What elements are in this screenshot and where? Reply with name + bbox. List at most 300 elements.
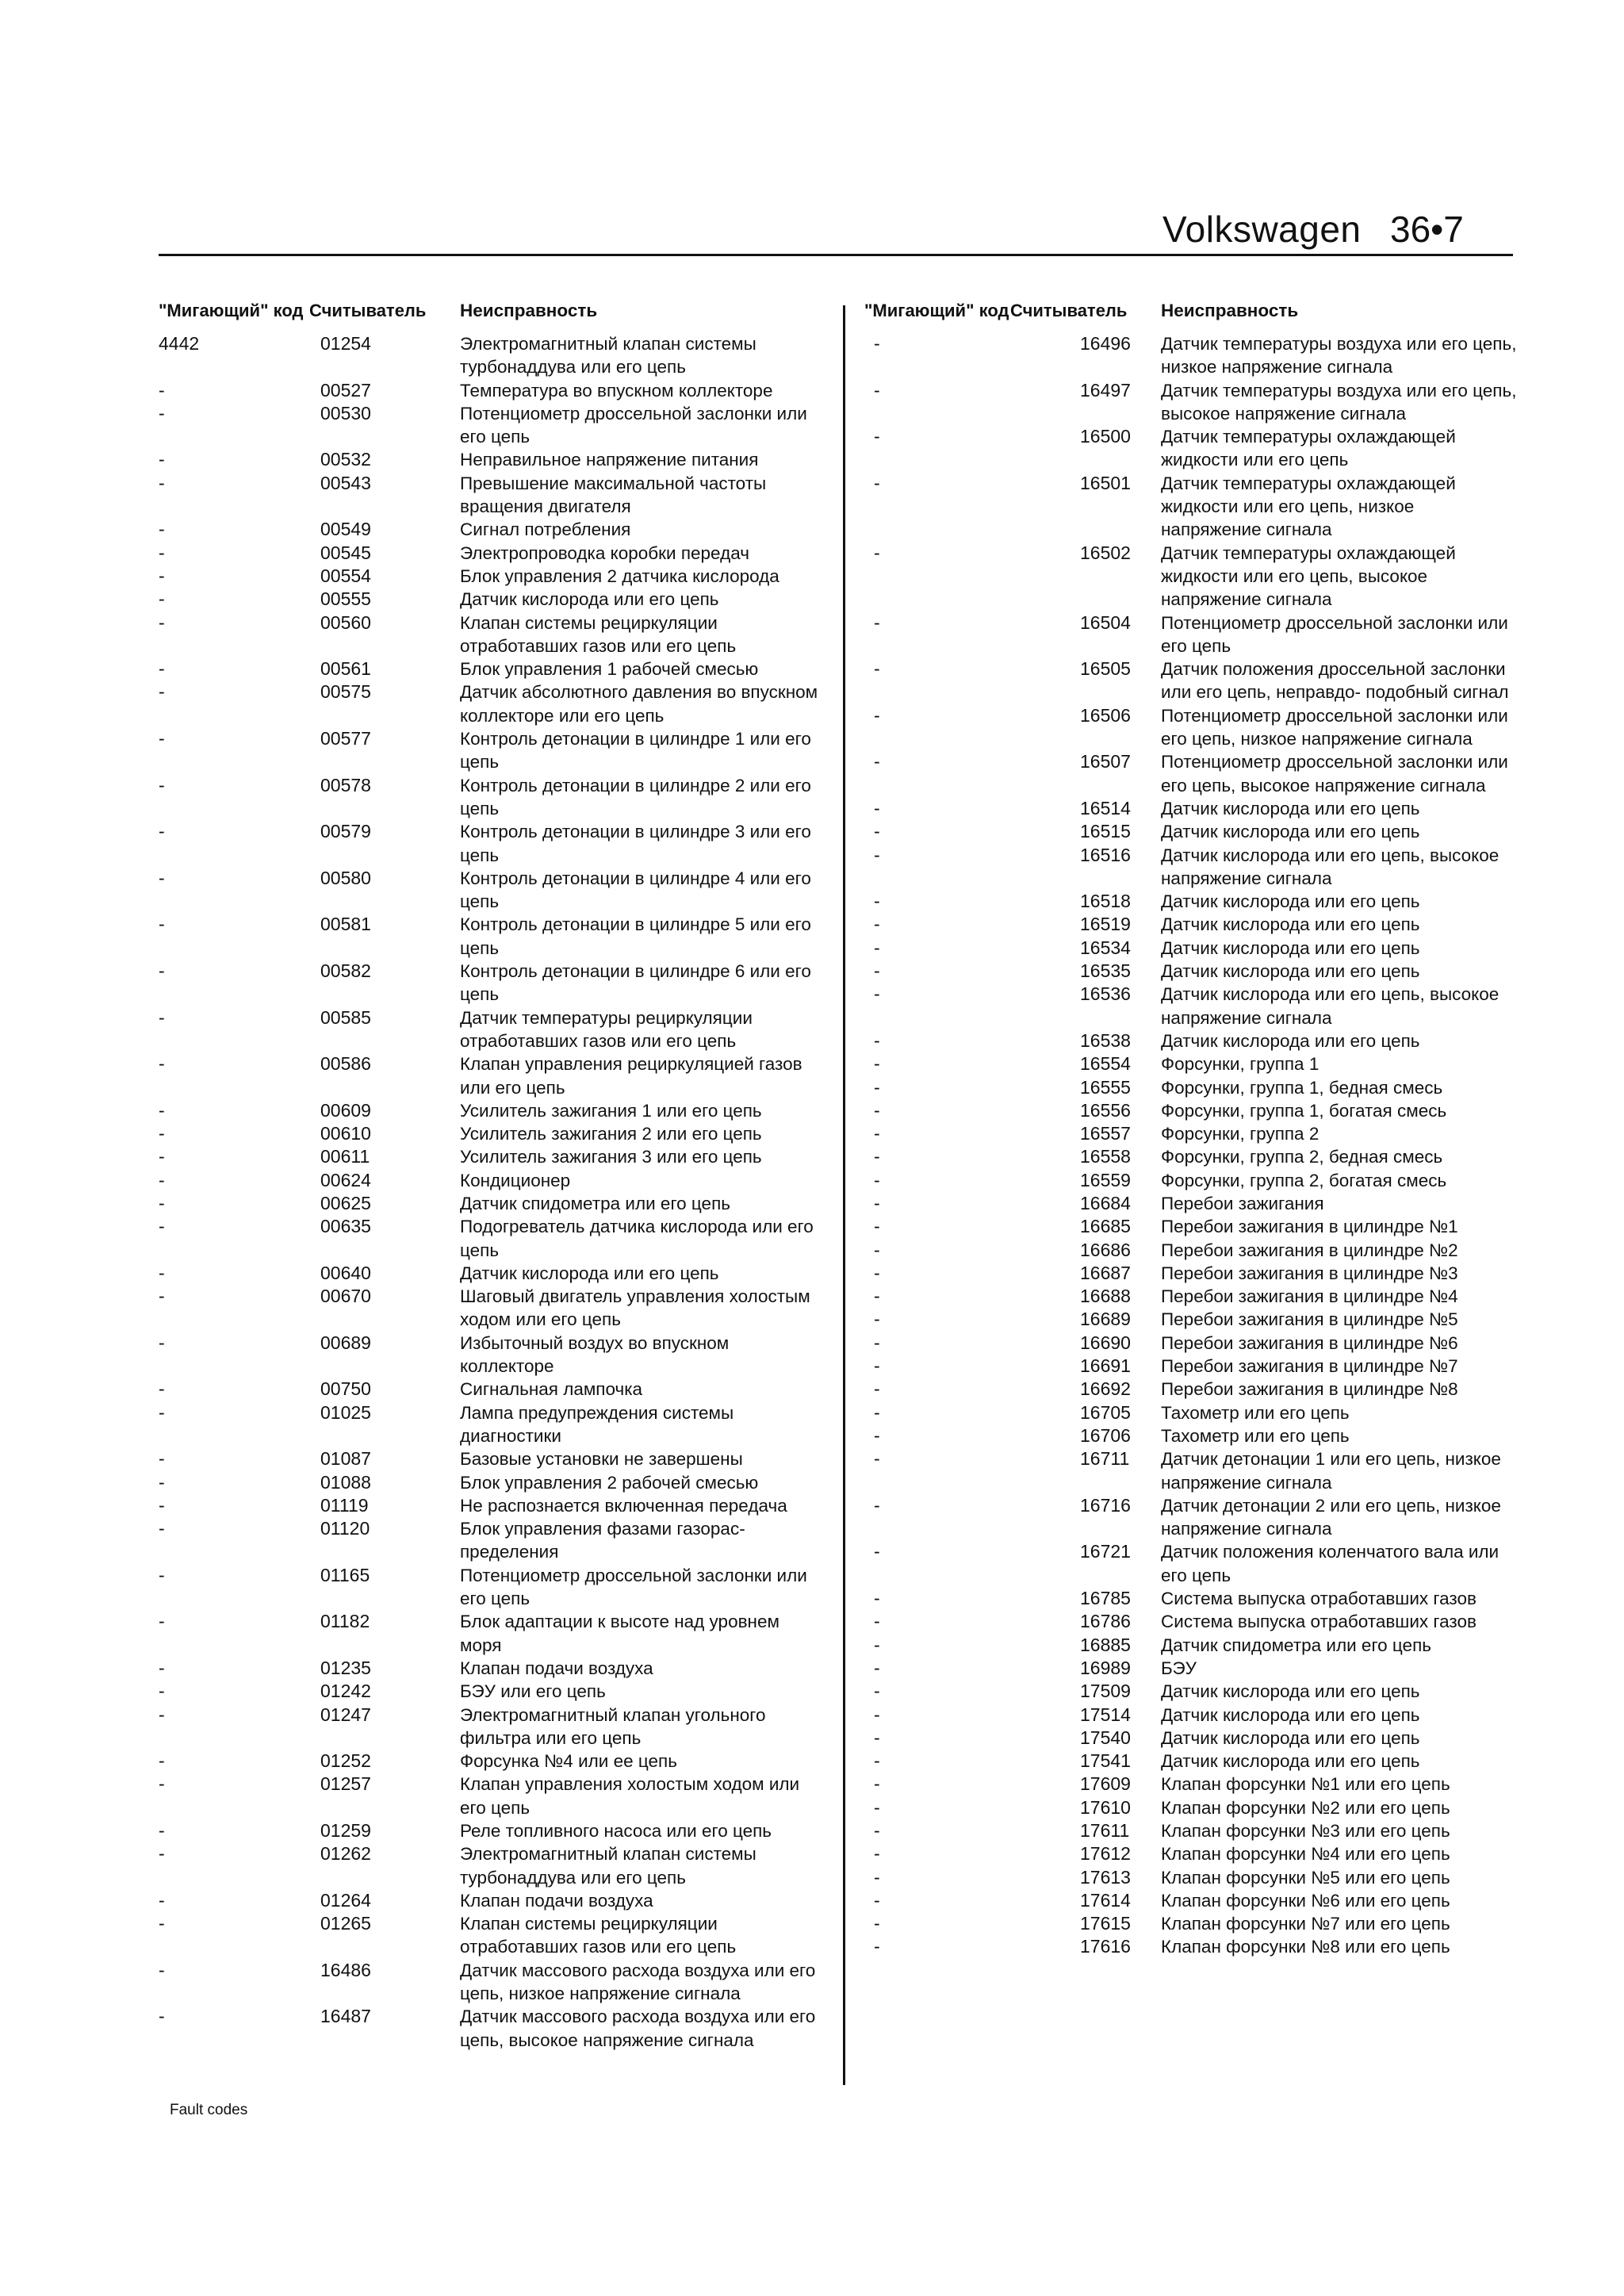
reader-code-cell: 00577 [320, 728, 371, 749]
blink-code-cell: - [159, 1053, 165, 1075]
blink-code-cell: - [874, 1541, 880, 1562]
reader-code-cell: 16685 [1080, 1216, 1131, 1237]
reader-code-cell: 00532 [320, 449, 371, 470]
table-row [864, 1355, 1519, 1378]
blink-code-cell: - [159, 1750, 165, 1772]
fault-description-cell: Форсунки, группа 2, богатая смесь [1161, 1170, 1447, 1190]
table-row [159, 727, 823, 774]
blink-code-cell: - [874, 658, 880, 680]
reader-code-cell: 16504 [1080, 611, 1131, 633]
table-row [159, 1773, 823, 1819]
reader-code-cell: 16486 [320, 1959, 371, 1980]
blink-code-cell: - [874, 937, 880, 958]
fault-description-cell: Электромагнитный клапан угольного фильтра или его цепь [460, 1704, 766, 1748]
table-row [864, 332, 1519, 379]
blink-code-cell: - [159, 1564, 165, 1585]
table-row [864, 1401, 1519, 1424]
reader-code-cell: 16534 [1080, 937, 1131, 958]
blink-code-cell: - [874, 1053, 880, 1075]
blink-code-cell: - [874, 1611, 880, 1632]
table-row [159, 1517, 823, 1564]
blink-code-cell: - [874, 704, 880, 726]
fault-description-cell: Датчик абсолютного давления во впускном коллекторе или его цепь [460, 682, 818, 726]
blink-code-cell: - [874, 379, 880, 401]
blink-code-cell: - [874, 1866, 880, 1888]
table-row [159, 1912, 823, 1959]
table-row [159, 774, 823, 821]
table-row [159, 1680, 823, 1703]
fault-description-cell: Датчик кислорода или его цепь [1161, 1681, 1420, 1702]
table-row [864, 960, 1519, 983]
reader-code-cell: 16516 [1080, 844, 1131, 865]
fault-description-cell: БЭУ или его цепь [460, 1681, 606, 1702]
reader-code-cell: 00580 [320, 867, 371, 888]
fault-description-cell: Перебои зажигания в цилиндре №8 [1161, 1379, 1458, 1400]
reader-code-cell: 00579 [320, 821, 371, 842]
fault-description-cell: Датчик температуры воздуха или его цепь, высокое напряжение сигнала [1161, 380, 1517, 424]
reader-code-cell: 00750 [320, 1378, 371, 1400]
fault-description-cell: Датчик температуры охлаждающей жидкости или его цепь [1161, 427, 1456, 470]
reader-code-cell: 17615 [1080, 1913, 1131, 1934]
fault-description-cell: Форсунки, группа 2 [1161, 1124, 1320, 1144]
fault-description-cell: Клапан системы рециркуляции отработавших газов или его цепь [460, 612, 737, 656]
reader-code-cell: 01235 [320, 1657, 371, 1678]
reader-code-cell: 16502 [1080, 542, 1131, 563]
reader-code-cell: 00609 [320, 1099, 371, 1121]
blink-code-cell: - [874, 1123, 880, 1144]
table-row [864, 1680, 1519, 1703]
fault-description-cell: Реле топливного насоса или его цепь [460, 1821, 772, 1841]
blink-code-cell: - [874, 751, 880, 772]
table-row [864, 1192, 1519, 1215]
reader-code-cell: 17613 [1080, 1866, 1131, 1888]
reader-code-cell: 01088 [320, 1471, 371, 1493]
fault-description-cell: Потенциометр дроссельной заслонки или его цепь [460, 403, 807, 447]
reader-code-cell: 16558 [1080, 1146, 1131, 1167]
blink-code-cell: - [159, 1611, 165, 1632]
fault-description-cell: Перебои зажигания в цилиндре №1 [1161, 1217, 1458, 1237]
reader-code-cell: 00689 [320, 1332, 371, 1353]
reader-code-cell: 00561 [320, 658, 371, 680]
blink-code-cell: - [874, 1216, 880, 1237]
blink-code-cell: - [159, 867, 165, 888]
table-row [864, 1819, 1519, 1842]
table-row [159, 588, 823, 611]
table-row [864, 1424, 1519, 1447]
header-blink-code: "Мигающий" код [159, 301, 304, 320]
blink-code-cell: - [159, 588, 165, 610]
table-row [159, 1332, 823, 1378]
blink-code-cell: - [159, 1262, 165, 1283]
fault-description-cell: Избыточный воздух во впускном коллекторе [460, 1332, 730, 1377]
table-row [864, 611, 1519, 658]
fault-description-cell: Датчик массового расхода воздуха или его цепь, высокое напряжение сигнала [460, 2007, 816, 2050]
fault-description-cell: Клапан форсунки №6 или его цепь [1161, 1890, 1450, 1911]
fault-description-cell: Клапан управления рециркуляцией газов или его цепь [460, 1054, 802, 1098]
blink-code-cell: - [874, 1657, 880, 1678]
table-row [864, 1447, 1519, 1494]
table-row [864, 1727, 1519, 1750]
table-row [864, 890, 1519, 913]
table-row [159, 1006, 823, 1053]
blink-code-cell: - [874, 1309, 880, 1330]
table-row [864, 937, 1519, 960]
reader-code-cell: 16721 [1080, 1541, 1131, 1562]
table-row [159, 680, 823, 727]
table-row [864, 1285, 1519, 1308]
reader-code-cell: 16506 [1080, 704, 1131, 726]
table-row [159, 565, 823, 588]
table-row [864, 379, 1519, 426]
table-row [159, 1169, 823, 1192]
fault-description-cell: Клапан управления холостым ходом или его цепь [460, 1774, 800, 1818]
reader-code-cell: 16536 [1080, 983, 1131, 1005]
reader-code-cell: 00527 [320, 379, 371, 401]
table-row [864, 657, 1519, 704]
page-number: 36•7 [1390, 209, 1464, 250]
blink-code-cell: - [874, 797, 880, 818]
table-row [159, 1564, 823, 1611]
table-row [864, 1866, 1519, 1889]
reader-code-cell: 16559 [1080, 1169, 1131, 1190]
fault-description-cell: Датчик температуры охлаждающей жидкости или его цепь, высокое напряжение сигнала [1161, 542, 1456, 610]
fault-description-cell: Система выпуска отработавших газов [1161, 1589, 1477, 1609]
table-row [864, 983, 1519, 1029]
fault-description-cell: Усилитель зажигания 1 или его цепь [460, 1100, 762, 1121]
fault-description-cell: Датчик спидометра или его цепь [460, 1193, 730, 1213]
table-row [864, 1239, 1519, 1262]
table-row [159, 1750, 823, 1773]
blink-code-cell: - [159, 1843, 165, 1865]
blink-code-cell: - [874, 1029, 880, 1051]
fault-description-cell: Датчик температуры охлаждающей жидкости или его цепь, низкое напряжение сигнала [1161, 473, 1456, 540]
reader-code-cell: 17509 [1080, 1681, 1131, 1702]
blink-code-cell: - [159, 774, 165, 795]
fault-description-cell: Перебои зажигания в цилиндре №6 [1161, 1332, 1458, 1353]
fault-description-cell: Перебои зажигания в цилиндре №4 [1161, 1286, 1458, 1307]
table-row [159, 332, 823, 379]
table-row [159, 1889, 823, 1912]
table-row [159, 1959, 823, 2006]
fault-description-cell: Электропроводка коробки передач [460, 542, 749, 563]
blink-code-cell: - [874, 1192, 880, 1213]
blink-code-cell: - [159, 472, 165, 493]
reader-code-cell: 16690 [1080, 1332, 1131, 1353]
fault-description-cell: Блок управления 1 рабочей смесью [460, 659, 759, 680]
blink-code-cell: - [874, 1494, 880, 1516]
reader-code-cell: 16496 [1080, 333, 1131, 354]
reader-code-cell: 17514 [1080, 1704, 1131, 1725]
table-row [864, 844, 1519, 891]
fault-description-cell: Клапан подачи воздуха [460, 1658, 653, 1678]
table-row [864, 820, 1519, 843]
table-row [159, 913, 823, 960]
blink-code-cell: - [874, 914, 880, 935]
reader-code-cell: 16519 [1080, 914, 1131, 935]
table-row [864, 1099, 1519, 1122]
blink-code-cell: 4442 [159, 333, 200, 354]
fault-description-cell: Перебои зажигания в цилиндре №3 [1161, 1263, 1458, 1283]
fault-description-cell: Контроль детонации в цилиндре 3 или его цепь [460, 822, 811, 865]
fault-description-cell: Датчик положения коленчатого вала или его цепь [1161, 1542, 1500, 1585]
table-row [159, 1657, 823, 1680]
header-rule [159, 254, 1513, 256]
table-row [159, 867, 823, 914]
blink-code-cell: - [159, 1192, 165, 1213]
reader-code-cell: 00530 [320, 402, 371, 424]
blink-code-cell: - [874, 821, 880, 842]
fault-description-cell: Датчик кислорода или его цепь [1161, 1751, 1420, 1772]
blink-code-cell: - [874, 960, 880, 982]
reader-code-cell: 00582 [320, 960, 371, 982]
fault-description-cell: Сигнальная лампочка [460, 1379, 643, 1400]
reader-code-cell: 00585 [320, 1006, 371, 1028]
table-row [159, 1122, 823, 1145]
fault-description-cell: Блок адаптации к высоте над уровнем моря [460, 1612, 779, 1655]
table-row [864, 1308, 1519, 1331]
blink-code-cell: - [159, 402, 165, 424]
fault-description-cell: Контроль детонации в цилиндре 6 или его цепь [460, 961, 811, 1005]
fault-description-cell: Датчик температуры воздуха или его цепь, низкое напряжение сигнала [1161, 334, 1517, 378]
reader-code-cell: 01252 [320, 1750, 371, 1772]
fault-description-cell: Датчик детонации 2 или его цепь, низкое напряжение сигнала [1161, 1495, 1501, 1539]
blink-code-cell: - [874, 1936, 880, 1957]
table-row [864, 1332, 1519, 1355]
reader-code-cell: 16692 [1080, 1378, 1131, 1400]
reader-code-cell: 00560 [320, 611, 371, 633]
fault-description-cell: Клапан форсунки №5 или его цепь [1161, 1867, 1450, 1888]
blink-code-cell: - [159, 1099, 165, 1121]
fault-description-cell: Лампа предупреждения системы диагностики [460, 1402, 734, 1446]
reader-code-cell: 16514 [1080, 797, 1131, 818]
blink-code-cell: - [874, 1796, 880, 1818]
blink-code-cell: - [874, 1773, 880, 1795]
table-row [159, 448, 823, 471]
blink-code-cell: - [874, 1401, 880, 1423]
blink-code-cell: - [159, 1146, 165, 1167]
reader-code-cell: 16500 [1080, 426, 1131, 447]
header-blink-code: "Мигающий" код [864, 301, 1009, 320]
table-row [864, 1634, 1519, 1657]
reader-code-cell: 01262 [320, 1843, 371, 1865]
table-row [864, 1122, 1519, 1145]
reader-code-cell: 01087 [320, 1448, 371, 1470]
fault-description-cell: Тахометр или его цепь [1161, 1425, 1350, 1446]
blink-code-cell: - [159, 960, 165, 982]
table-row [159, 1215, 823, 1262]
blink-code-cell: - [159, 1378, 165, 1400]
fault-description-cell: Потенциометр дроссельной заслонки или его цепь [1161, 612, 1508, 656]
blink-code-cell: - [874, 1889, 880, 1911]
table-row [864, 1773, 1519, 1796]
blink-code-cell: - [159, 914, 165, 935]
blink-code-cell: - [159, 519, 165, 540]
fault-description-cell: Блок управления фазами газорас- пределения [460, 1519, 745, 1562]
table-row [864, 1169, 1519, 1192]
table-header [159, 300, 823, 321]
fault-description-cell: Неправильное напряжение питания [460, 450, 759, 470]
table-row [864, 1215, 1519, 1238]
table-body-left [159, 332, 823, 2052]
table-row [159, 379, 823, 402]
fault-description-cell: Датчик кислорода или его цепь [1161, 1704, 1420, 1725]
reader-code-cell: 00554 [320, 565, 371, 586]
table-row [864, 542, 1519, 611]
fault-description-cell: Датчик положения дроссельной заслонки или его цепь, неправдо- подобный сигнал [1161, 659, 1509, 703]
table-row [159, 542, 823, 565]
table-row [864, 1378, 1519, 1401]
reader-code-cell: 01247 [320, 1704, 371, 1725]
blink-code-cell: - [159, 1494, 165, 1516]
fault-description-cell: Электромагнитный клапан системы турбонаддува или его цепь [460, 1844, 756, 1888]
blink-code-cell: - [159, 681, 165, 703]
fault-description-cell: Датчик кислорода или его цепь [1161, 937, 1420, 958]
blink-code-cell: - [159, 2006, 165, 2027]
page-header-title: Volkswagen [1162, 209, 1362, 250]
fault-description-cell: Перебои зажигания [1161, 1193, 1324, 1213]
blink-code-cell: - [874, 891, 880, 912]
reader-code-cell: 17614 [1080, 1889, 1131, 1911]
column-divider [843, 305, 845, 2085]
reader-code-cell: 16716 [1080, 1494, 1131, 1516]
table-row [864, 1889, 1519, 1912]
fault-description-cell: Датчик кислорода или его цепь [1161, 914, 1420, 935]
table-row [864, 750, 1519, 797]
reader-code-cell: 01182 [320, 1611, 370, 1632]
blink-code-cell: - [159, 1123, 165, 1144]
reader-code-cell: 16501 [1080, 472, 1131, 493]
table-row [159, 1704, 823, 1750]
fault-description-cell: Тахометр или его цепь [1161, 1402, 1350, 1423]
table-row [864, 1610, 1519, 1633]
fault-table-right [864, 300, 1519, 1959]
table-row [864, 472, 1519, 542]
blink-code-cell: - [874, 1634, 880, 1655]
table-row [864, 1029, 1519, 1052]
reader-code-cell: 01165 [320, 1564, 370, 1585]
blink-code-cell: - [159, 1471, 165, 1493]
blink-code-cell: - [159, 611, 165, 633]
fault-description-cell: Датчик спидометра или его цепь [1161, 1635, 1431, 1655]
reader-code-cell: 17616 [1080, 1936, 1131, 1957]
blink-code-cell: - [159, 1657, 165, 1678]
reader-code-cell: 00610 [320, 1123, 371, 1144]
reader-code-cell: 00549 [320, 519, 371, 540]
fault-description-cell: Блок управления 2 рабочей смесью [460, 1472, 759, 1493]
blink-code-cell: - [159, 1169, 165, 1190]
blink-code-cell: - [874, 1588, 880, 1609]
blink-code-cell: - [159, 1773, 165, 1795]
reader-code-cell: 01264 [320, 1889, 371, 1911]
reader-code-cell: 00581 [320, 914, 371, 935]
reader-code-cell: 16556 [1080, 1099, 1131, 1121]
fault-description-cell: Базовые установки не завершены [460, 1449, 743, 1470]
reader-code-cell: 17610 [1080, 1796, 1131, 1818]
fault-description-cell: Форсунки, группа 2, бедная смесь [1161, 1147, 1443, 1167]
reader-code-cell: 00625 [320, 1192, 371, 1213]
fault-description-cell: Датчик кислорода или его цепь [1161, 961, 1420, 982]
blink-code-cell: - [874, 983, 880, 1005]
fault-description-cell: Температура во впускном коллекторе [460, 380, 773, 401]
fault-description-cell: Датчик детонации 1 или его цепь, низкое напряжение сигнала [1161, 1449, 1501, 1493]
reader-code-cell: 16885 [1080, 1634, 1131, 1655]
blink-code-cell: - [874, 1099, 880, 1121]
reader-code-cell: 16684 [1080, 1192, 1131, 1213]
blink-code-cell: - [874, 1355, 880, 1377]
table-row [159, 518, 823, 541]
reader-code-cell: 01265 [320, 1913, 371, 1934]
table-row [159, 1610, 823, 1657]
blink-code-cell: - [159, 728, 165, 749]
blink-code-cell: - [159, 821, 165, 842]
table-row [864, 1796, 1519, 1819]
fault-description-cell: Датчик температуры рециркуляции отработавших газов или его цепь [460, 1007, 753, 1051]
blink-code-cell: - [874, 1076, 880, 1098]
blink-code-cell: - [159, 1518, 165, 1539]
fault-description-cell: Форсунка №4 или ее цепь [460, 1751, 677, 1772]
blink-code-cell: - [159, 1820, 165, 1841]
blink-code-cell: - [874, 611, 880, 633]
header-fault: Неисправность [1161, 301, 1299, 320]
table-row [159, 1285, 823, 1332]
blink-code-cell: - [159, 565, 165, 586]
reader-code-cell: 16554 [1080, 1053, 1131, 1075]
table-row [159, 472, 823, 519]
blink-code-cell: - [874, 1750, 880, 1772]
fault-description-cell: Перебои зажигания в цилиндре №5 [1161, 1309, 1458, 1330]
table-row [864, 1076, 1519, 1099]
reader-code-cell: 00611 [320, 1146, 370, 1167]
blink-code-cell: - [874, 1169, 880, 1190]
reader-code-cell: 17609 [1080, 1773, 1131, 1795]
reader-code-cell: 16505 [1080, 658, 1131, 680]
table-row [159, 1494, 823, 1517]
fault-description-cell: Клапан форсунки №2 или его цепь [1161, 1797, 1450, 1818]
table-row [159, 1192, 823, 1215]
reader-code-cell: 17612 [1080, 1843, 1131, 1865]
blink-code-cell: - [159, 542, 165, 563]
reader-code-cell: 16507 [1080, 751, 1131, 772]
table-row [864, 1540, 1519, 1587]
fault-description-cell: Система выпуска отработавших газов [1161, 1612, 1477, 1632]
blink-code-cell: - [874, 426, 880, 447]
blink-code-cell: - [874, 1262, 880, 1283]
blink-code-cell: - [874, 1843, 880, 1865]
table-row [159, 1401, 823, 1448]
blink-code-cell: - [874, 1704, 880, 1725]
blink-code-cell: - [159, 1448, 165, 1470]
blink-code-cell: - [159, 1216, 165, 1237]
blink-code-cell: - [874, 1332, 880, 1353]
fault-description-cell: Датчик кислорода или его цепь [1161, 1727, 1420, 1748]
fault-description-cell: Датчик кислорода или его цепь [460, 589, 719, 610]
table-row [159, 611, 823, 658]
table-row [159, 1842, 823, 1889]
blink-code-cell: - [874, 1913, 880, 1934]
fault-description-cell: Перебои зажигания в цилиндре №2 [1161, 1240, 1458, 1260]
reader-code-cell: 16497 [1080, 379, 1131, 401]
table-row [159, 1099, 823, 1122]
blink-code-cell: - [159, 1889, 165, 1911]
reader-code-cell: 16705 [1080, 1401, 1131, 1423]
reader-code-cell: 16487 [320, 2006, 371, 2027]
reader-code-cell: 16688 [1080, 1286, 1131, 1307]
reader-code-cell: 01259 [320, 1820, 371, 1841]
fault-description-cell: Датчик массового расхода воздуха или его цепь, низкое напряжение сигнала [460, 1960, 816, 2004]
table-row [864, 1145, 1519, 1168]
reader-code-cell: 17540 [1080, 1727, 1131, 1748]
reader-code-cell: 16557 [1080, 1123, 1131, 1144]
